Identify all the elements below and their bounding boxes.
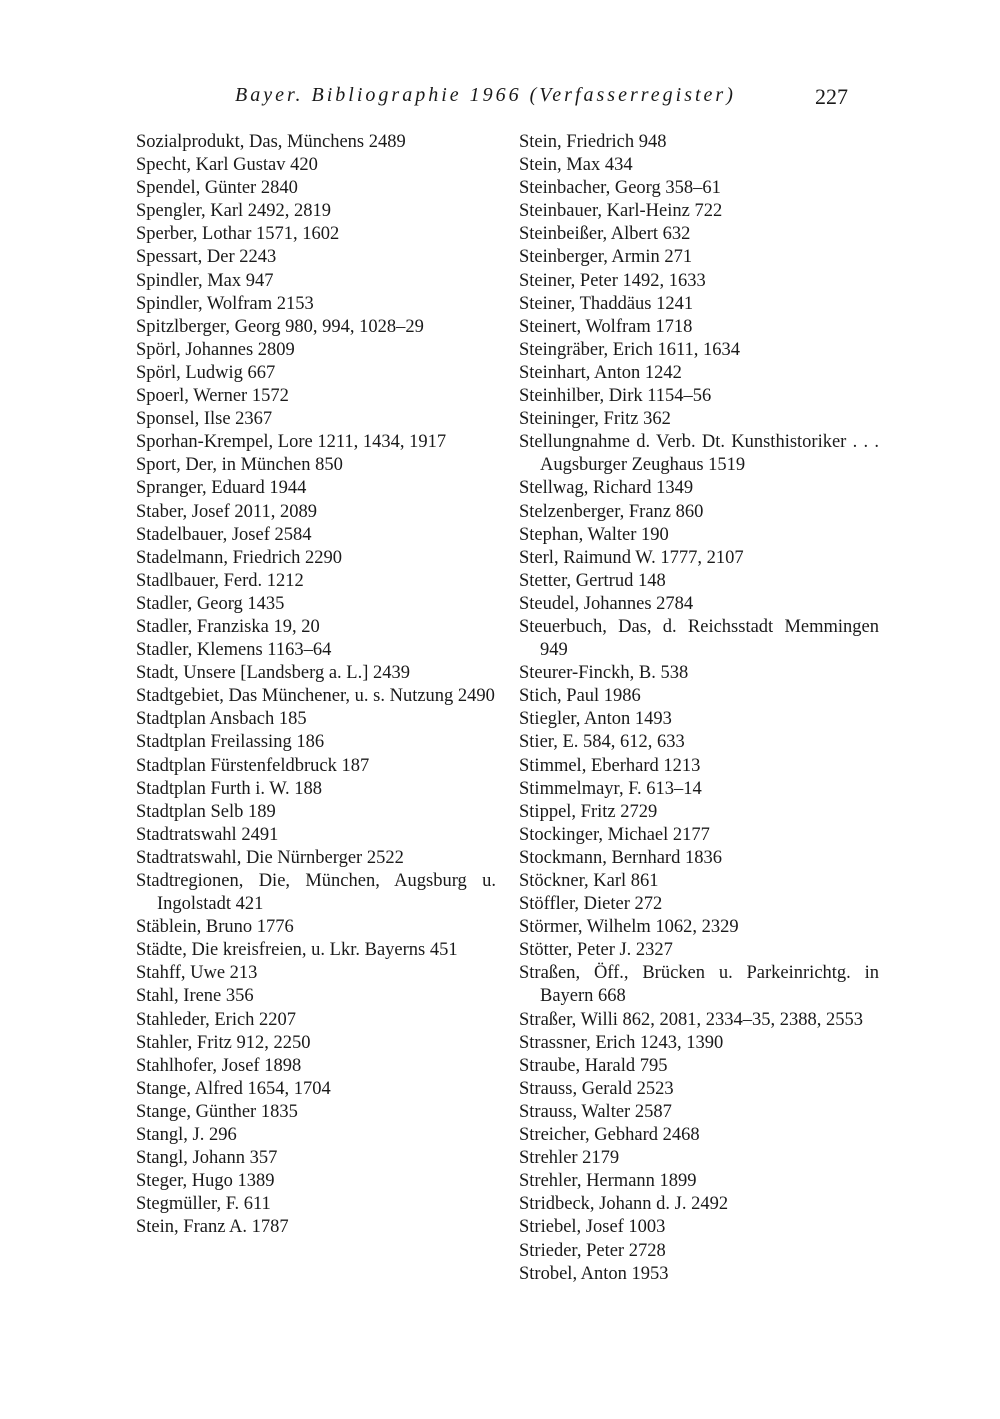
- index-entry: Stahleder, Erich 2207: [136, 1009, 297, 1030]
- index-entry: Steinbeißer, Albert 632: [519, 224, 691, 245]
- index-entry: Stephan, Walter 190: [519, 524, 669, 545]
- index-entry: Stadlbauer, Ferd. 1212: [136, 570, 304, 591]
- index-entry: Stelzenberger, Franz 860: [519, 501, 704, 522]
- index-entry: Specht, Karl Gustav 420: [136, 155, 318, 176]
- index-entry: Steiner, Thaddäus 1241: [519, 293, 694, 314]
- index-entry: Stellungnahme d. Verb. Dt. Kunsthistoriker . . . Augsburger Zeughaus 1519: [519, 432, 879, 476]
- index-entry: Stöckner, Karl 861: [519, 871, 659, 891]
- index-entry: Stadler, Franziska 19, 20: [136, 616, 320, 637]
- index-entry: Stadtgebiet, Das Münchener, u. s. Nutzung 2490: [136, 686, 495, 707]
- index-entry: Steudel, Johannes 2784: [519, 593, 694, 614]
- index-entry: Strehler 2179: [519, 1148, 620, 1169]
- index-column-left: [136, 131, 496, 1240]
- index-entry: Spörl, Ludwig 667: [136, 362, 276, 383]
- index-entry: Strieder, Peter 2728: [519, 1240, 666, 1261]
- index-entry: Sponsel, Ilse 2367: [136, 409, 273, 430]
- index-entry: Stötter, Peter J. 2327: [519, 940, 673, 961]
- index-entry: Strobel, Anton 1953: [519, 1263, 669, 1284]
- index-entry: Stiegler, Anton 1493: [519, 709, 672, 730]
- index-entry: Stahl, Irene 356: [136, 986, 254, 1007]
- index-entry: Steinhart, Anton 1242: [519, 362, 682, 383]
- index-entry: Stockmann, Bernhard 1836: [519, 847, 722, 868]
- index-entry: Stangl, Johann 357: [136, 1148, 278, 1169]
- index-entry: Sporhan-Krempel, Lore 1211, 1434, 1917: [136, 432, 447, 453]
- index-entry: Steiner, Peter 1492, 1633: [519, 270, 706, 291]
- index-entry: Stridbeck, Johann d. J. 2492: [519, 1194, 729, 1215]
- index-entry: Stäblein, Bruno 1776: [136, 917, 294, 938]
- page-number: 227: [815, 84, 848, 109]
- index-entry: Stimmelmayr, F. 613–14: [519, 778, 702, 799]
- index-entry: Städte, Die kreisfreien, u. Lkr. Bayerns 451: [136, 940, 458, 961]
- index-entry: Steger, Hugo 1389: [136, 1171, 275, 1192]
- index-entry: Störmer, Wilhelm 1062, 2329: [519, 917, 739, 938]
- index-entry: Stadtplan Furth i. W. 188: [136, 778, 323, 799]
- index-entry: Steinberger, Armin 271: [519, 247, 693, 268]
- index-entry: Striebel, Josef 1003: [519, 1217, 666, 1238]
- index-entry: Strauss, Gerald 2523: [519, 1078, 674, 1099]
- index-entry: Steuerbuch, Das, d. Reichsstadt Memmingen 949: [519, 616, 879, 661]
- index-entry: Stahler, Fritz 912, 2250: [136, 1032, 311, 1053]
- index-entry: Stadtregionen, Die, München, Augsburg u. Ingolstadt 421: [136, 871, 496, 915]
- index-entry: Stadtratswahl 2491: [136, 824, 279, 845]
- index-entry: Steinhilber, Dirk 1154–56: [519, 386, 712, 407]
- index-entry: Steingräber, Erich 1611, 1634: [519, 339, 741, 360]
- index-entry: Stockinger, Michael 2177: [519, 824, 710, 845]
- index-entry: Spengler, Karl 2492, 2819: [136, 201, 332, 222]
- index-entry: Stöffler, Dieter 272: [519, 894, 663, 915]
- index-entry: Stippel, Fritz 2729: [519, 801, 658, 822]
- index-entry: Sterl, Raimund W. 1777, 2107: [519, 547, 744, 568]
- index-entry: Steininger, Fritz 362: [519, 409, 671, 430]
- index-entry: Stangl, J. 296: [136, 1125, 237, 1146]
- index-entry: Steinert, Wolfram 1718: [519, 316, 693, 337]
- index-entry: Spindler, Max 947: [136, 270, 274, 291]
- index-entry: Stadtratswahl, Die Nürnberger 2522: [136, 847, 404, 868]
- index-entry: Stange, Günther 1835: [136, 1101, 298, 1122]
- index-entry: Stich, Paul 1986: [519, 686, 641, 707]
- index-entry: Stadt, Unsere [Landsberg a. L.] 2439: [136, 663, 411, 684]
- index-entry: Spendel, Günter 2840: [136, 178, 298, 199]
- index-entry: Stadler, Georg 1435: [136, 593, 285, 614]
- index-entry: Sport, Der, in München 850: [136, 455, 343, 476]
- index-entry: Stein, Friedrich 948: [519, 132, 667, 152]
- index-entry: Strassner, Erich 1243, 1390: [519, 1032, 724, 1053]
- index-entry: Stadtplan Ansbach 185: [136, 709, 307, 730]
- index-entry: Stein, Franz A. 1787: [136, 1217, 289, 1238]
- index-entry: Spitzlberger, Georg 980, 994, 1028–29: [136, 316, 424, 337]
- index-entry: Strehler, Hermann 1899: [519, 1171, 697, 1192]
- index-entry: Stein, Max 434: [519, 155, 633, 176]
- index-entry: Steurer-Finckh, B. 538: [519, 663, 689, 684]
- index-entry: Straßen, Öff., Brücken u. Parkeinrichtg. in Bayern 668: [519, 963, 879, 1007]
- index-entry: Straßer, Willi 862, 2081, 2334–35, 2388, 2553: [519, 1009, 864, 1030]
- index-entry: Stahff, Uwe 213: [136, 963, 258, 984]
- index-entry: Spindler, Wolfram 2153: [136, 293, 314, 314]
- index-entry: Strauss, Walter 2587: [519, 1101, 672, 1122]
- index-entry: Stadelmann, Friedrich 2290: [136, 547, 343, 568]
- index-entry: Stimmel, Eberhard 1213: [519, 755, 701, 776]
- index-entry: Spessart, Der 2243: [136, 247, 277, 268]
- index-entry: Stadtplan Fürstenfeldbruck 187: [136, 755, 370, 776]
- index-entry: Streicher, Gebhard 2468: [519, 1125, 700, 1146]
- index-entry: Stetter, Gertrud 148: [519, 570, 666, 591]
- index-entry: Stadtplan Freilassing 186: [136, 732, 325, 753]
- index-entry: Stadtplan Selb 189: [136, 801, 276, 822]
- index-entry: Steinbacher, Georg 358–61: [519, 178, 721, 199]
- index-entry: Spoerl, Werner 1572: [136, 386, 289, 407]
- index-entry: Staber, Josef 2011, 2089: [136, 501, 317, 522]
- index-column-right: [519, 131, 879, 1286]
- index-entry: Stadelbauer, Josef 2584: [136, 524, 312, 545]
- index-entry: Spranger, Eduard 1944: [136, 478, 307, 499]
- index-entry: Sperber, Lothar 1571, 1602: [136, 224, 340, 245]
- index-entry: Spörl, Johannes 2809: [136, 339, 295, 360]
- index-entry: Stahlhofer, Josef 1898: [136, 1055, 302, 1076]
- index-entry: Sozialprodukt, Das, Münchens 2489: [136, 132, 406, 152]
- index-entry: Steinbauer, Karl-Heinz 722: [519, 201, 723, 222]
- index-entry: Stegmüller, F. 611: [136, 1194, 271, 1215]
- index-entry: Stellwag, Richard 1349: [519, 478, 694, 499]
- index-entry: Stange, Alfred 1654, 1704: [136, 1078, 331, 1099]
- index-entry: Straube, Harald 795: [519, 1055, 668, 1076]
- running-title: Bayer. Bibliographie 1966 (Verfasserregister): [235, 84, 736, 106]
- index-entry: Stier, E. 584, 612, 633: [519, 732, 685, 753]
- index-entry: Stadler, Klemens 1163–64: [136, 640, 332, 661]
